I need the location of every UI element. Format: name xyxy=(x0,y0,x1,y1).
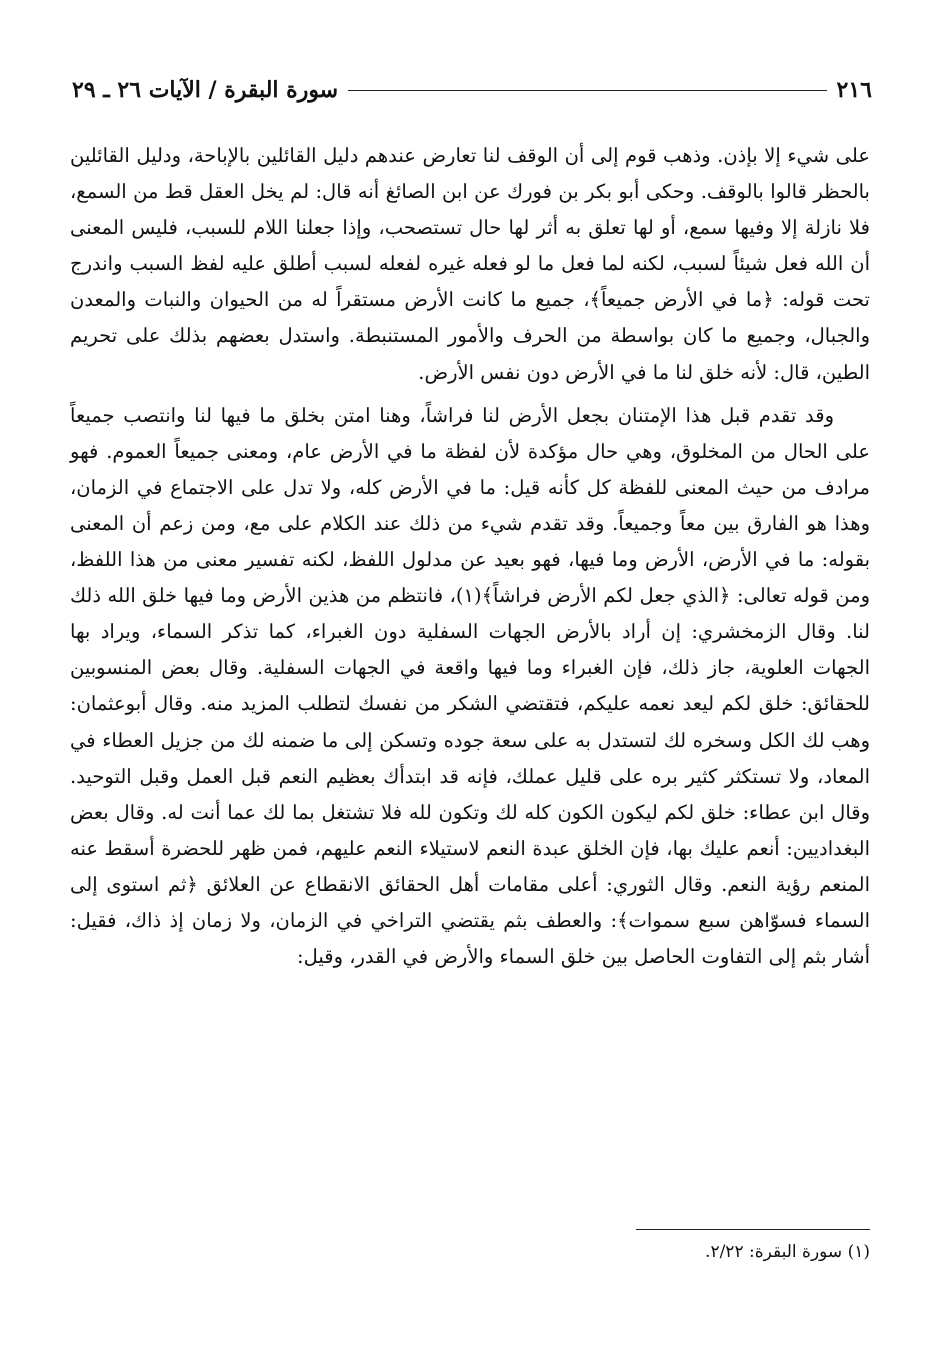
running-title: سورة البقرة / الآيات ٢٦ ـ ٢٩ xyxy=(72,77,339,103)
page-header xyxy=(72,70,872,110)
main-text xyxy=(70,138,870,975)
paragraph-1: على شيء إلا بإذن. وذهب قوم إلى أن الوقف لنا تعارض عندهم دليل القائلين بالإباحة، ودليل القائلين بالحظر قالوا بالوقف. وحكى أبو بكر بن فورك عن ابن الصائغ أنه قال: لم يخل العقل قط من السمع، فلا نازلة إلا وفيها سمع، أو لها تعلق به أثر لها حال تستصحب، وإذا جعلنا اللام للسبب، فليس المعنى أن الله فعل شيئاً لسبب، لكنه لما فعل ما لو فعله غيره لفعله لسبب أطلق عليه لفظ السبب واندرج تحت قوله: ﴿ما في الأرض جميعاً﴾، جميع ما كانت الأرض مستقراً له من الحيوان والنبات والمعدن والجبال، وجميع ما كان بواسطة من الحرف والأمور المستنبطة. واستدل بعضهم بذلك على تحريم الطين، قال: لأنه خلق لنا ما في الأرض دون نفس الأرض. xyxy=(70,144,870,384)
paragraph-2: وقد تقدم قبل هذا الإمتنان بجعل الأرض لنا فراشاً، وهنا امتن بخلق ما فيها لنا وانتصب جميعاً على الحال من المخلوق، وهي حال مؤكدة لأن لفظة ما في الأرض عام، ومعنى جميعاً العموم. فهو مرادف من حيث المعنى للفظة كل كأنه قيل: ما في الأرض كله، ولا تدل على الاجتماع في الزمان، وهذا هو الفارق بين معاً وجميعاً. وقد تقدم شيء من ذلك عند الكلام على مع، ومن زعم أن المعنى بقوله: ما في الأرض، الأرض وما فيها، فهو بعيد عن مدلول اللفظ، لكنه تفسير معنى من هذا اللفظ، ومن قوله تعالى: ﴿الذي جعل لكم الأرض فراشاً﴾(١)، فانتظم من هذين الأرض وما فيها خلق الله ذلك لنا. وقال الزمخشري: إن أراد بالأرض الجهات السفلية دون الغبراء، كما تذكر السماء، ويراد بها الجهات العلوية، جاز ذلك، فإن الغبراء وما فيها واقعة في الجهات السفلية. وقال بعض المنسوبين للحقائق: خلق لكم ليعد نعمه عليكم، فتقتضي الشكر من نفسك لتطلب المزيد منه. وقال أبوعثمان: وهب لك الكل وسخره لك لتستدل به على سعة جوده وتسكن إلى ما ضمنه لك من جزيل العطاء في المعاد، ولا تستكثر كثير بره على قليل عملك، فإنه قد ابتدأك بعظيم النعم قبل العمل وقبل التوحيد. وقال ابن عطاء: خلق لكم ليكون الكون كله لك وتكون لله فلا تشتغل بما لك عما أنت له. وقال بعض البغداديين: أنعم عليك بها، فإن الخلق عبدة النعم لاستيلاء النعم عليهم، فمن ظهر للحضرة أسقط عنه المنعم رؤية النعم. وقال الثوري: أعلى مقامات أهل الحقائق الانقطاع عن العلائق ﴿ثم استوى إلى السماء فسوّاهن سبع سموات﴾: والعطف بثم يقتضي التراخي في الزمان، ولا زمان إذ ذاك، فقيل: أشار بثم إلى التفاوت الحاصل بين خلق السماء والأرض في القدر، وقيل: xyxy=(70,403,870,969)
footnote-separator xyxy=(636,1229,870,1230)
footnote: (١) سورة البقرة: ٢/٢٢. xyxy=(705,1242,870,1262)
page-number: ٢١٦ xyxy=(836,77,872,103)
header-rule xyxy=(348,90,826,91)
